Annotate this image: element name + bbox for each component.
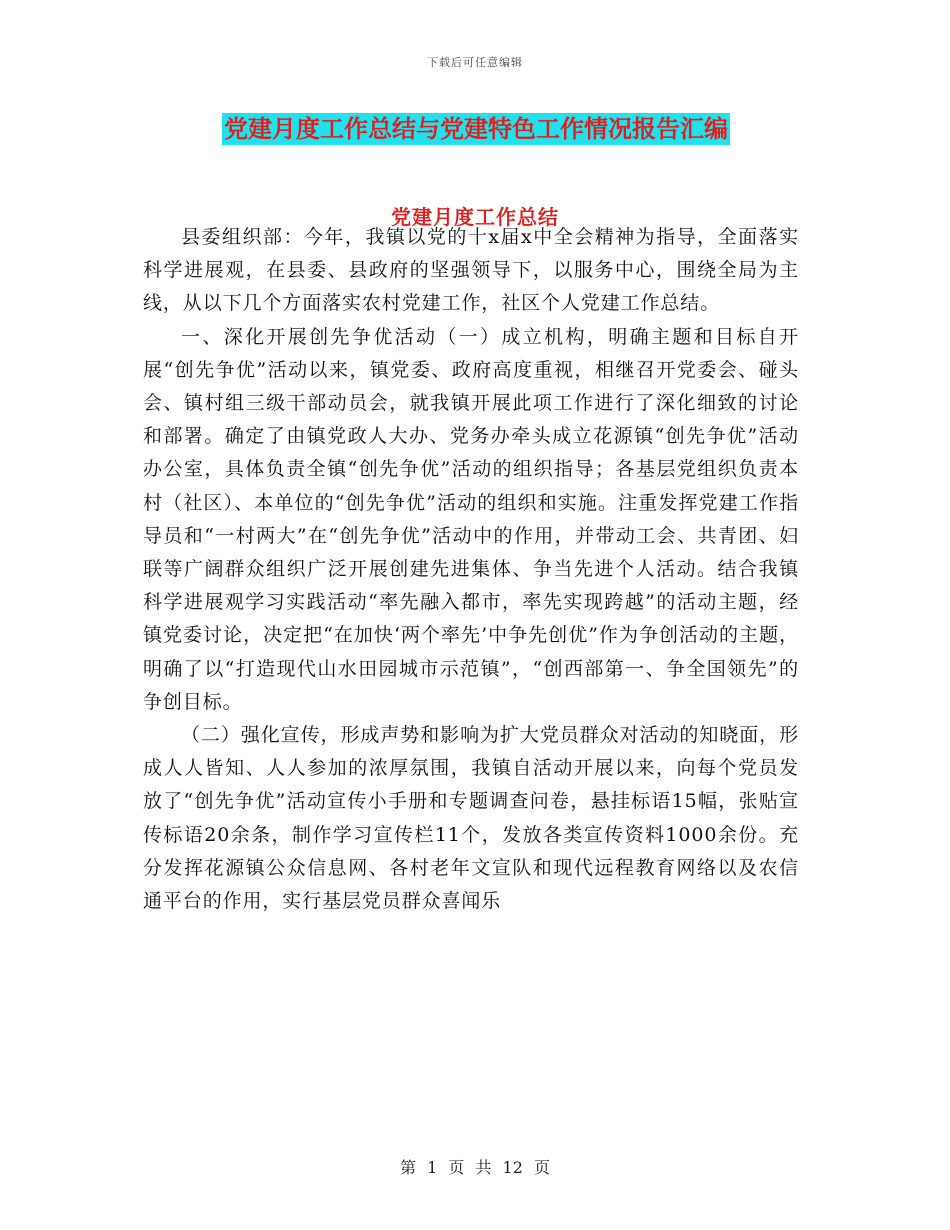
section-title: 党建月度工作总结 bbox=[391, 205, 559, 229]
document-body bbox=[143, 221, 799, 918]
paragraph-intro: 县委组织部：今年，我镇以党的十x届x中全会精神为指导，全面落实科学进展观，在县委、县政府的坚强领导下，以服务中心，围绕全局为主线，从以下几个方面落实农村党建工作，社区个人党建工作总结。 bbox=[143, 226, 799, 315]
header-note: 下载后可任意编辑 bbox=[427, 56, 523, 69]
page-number-footer: 第 1 页 共 12 页 bbox=[400, 1158, 550, 1177]
paragraph-section-two: （二）强化宣传，形成声势和影响为扩大党员群众对活动的知晓面，形成人人皆知、人人参加的浓厚氛围，我镇自活动开展以来，向每个党员发放了“创先争优”活动宣传小手册和专题调查问卷，悬挂标语15幅，张贴宣传标语20余条，制作学习宣传栏11个，发放各类宣传资料1000余份。充分发挥花源镇公众信息网、各村老年文宣队和现代远程教育网络以及农信通平台的作用，实行基层党员群众喜闻乐 bbox=[143, 724, 799, 913]
document-main-title: 党建月度工作总结与党建特色工作情况报告汇编 bbox=[224, 114, 728, 143]
paragraph-section-one: 一、深化开展创先争优活动（一）成立机构，明确主题和目标自开展“创先争优”活动以来，镇党委、政府高度重视，相继召开党委会、碰头会、镇村组三级干部动员会，就我镇开展此项工作进行了深化细致的讨论和部署。确定了由镇党政人大办、党务办牵头成立花源镇“创先争优”活动办公室，具体负责全镇“创先争优”活动的组织指导；各基层党组织负责本村（社区）、本单位的“创先争优”活动的组织和实施。注重发挥党建工作指导员和“一村两大”在“创先争优”活动中的作用，并带动工会、共青团、妇联等广阔群众组织广泛开展创建先进集体、争当先进个人活动。结合我镇科学进展观学习实践活动“率先融入都市，率先实现跨越”的活动主题，经镇党委讨论，决定把“在加快‘两个率先’中争先创优”作为争创活动的主题，明确了以“打造现代山水田园城市示范镇”，“创西部第一、争全国领先”的争创目标。 bbox=[143, 325, 799, 713]
